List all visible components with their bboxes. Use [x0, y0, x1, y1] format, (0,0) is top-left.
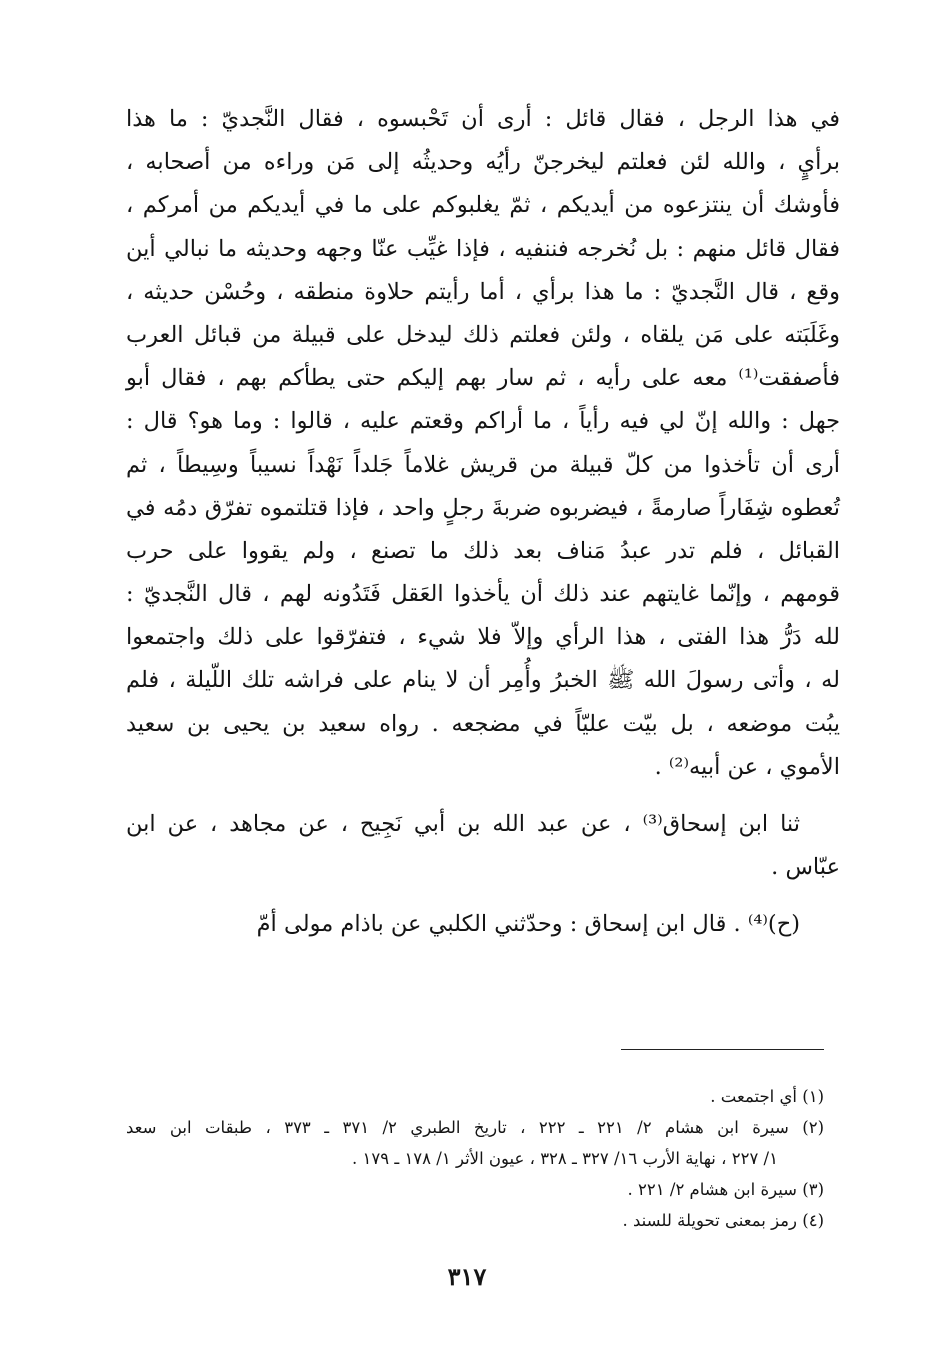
text-line: برأيٍ ، والله لئن فعلتم ليخرجنّ رأيُه وحديثُه إلى مَن وراءه من أصحابه ،: [126, 149, 840, 176]
footnotes: [126, 1049, 840, 1236]
isnad-line: عبّاس .: [771, 854, 840, 881]
text-line: يبُت موضعه ، بل بيّت عليّاً في مضجعه . رواه سعيد بن يحيى بن سعيد: [126, 710, 840, 737]
text-line: جهل : والله إنّ لي فيه رأياً ، ما أراكم وقعتم عليه ، قالوا : وما هو؟ قال :: [126, 408, 840, 435]
text-line: فأوشك أن ينتزعوه من أيديكم ، ثمّ يغلبوكم على ما في أيديكم من أمركم ،: [126, 192, 840, 219]
footnote-separator: [621, 1049, 824, 1050]
text-line: في هذا الرجل ، فقال قائل : أرى أن تَحْبسوه ، فقال النَّجديّ : ما هذا: [126, 106, 840, 132]
footnote: (١) أي اجتمعت .: [710, 1087, 824, 1106]
text-line: لله دَرُّ هذا الفتى ، هذا الرأي وإلاّ فلا شيء ، فتفرّقوا على ذلك واجتمعوا: [126, 624, 840, 651]
text-line: فأصفقت⁽¹⁾ معه على رأيه ، ثم سار بهم إليكم حتى يطأكم بهم ، فقال أبو: [126, 365, 840, 392]
page-number: ٣١٧: [447, 1262, 487, 1291]
text-line: وغَلَبَته على مَن يلقاه ، ولئن فعلتم ذلك ليدخل على قبيلة من قبائل العرب: [126, 321, 840, 348]
ha-line: (ح)⁽⁴⁾ . قال ابن إسحاق : وحدّثني الكلبي عن باذام مولى أمّ: [256, 911, 800, 938]
text-line: تُعطوه شِفَاراً صارمةً ، فيضربوه ضربةَ رجلٍ واحد ، فإذا قتلتموه تفرّق دمُه في: [126, 494, 840, 521]
text-line: وقع ، قال النَّجديّ : ما هذا برأي ، أما رأيتم حلاوة منطقه ، وحُسْن حديثه ،: [126, 278, 840, 305]
footnote: (٣) سيرة ابن هشام ٢/ ٢٢١ .: [627, 1180, 824, 1199]
text-line: فقال قائل منهم : بل نُخرجه فننفيه ، فإذا غيِّب عنّا وجهه وحديثه ما نبالي أين: [126, 235, 840, 262]
paragraph-gap: [126, 889, 840, 903]
text-line: القبائل ، فلم تدر عبدُ مَناف بعد ذلك ما تصنع ، ولم يقووا على حرب: [126, 537, 840, 564]
footnote: (٢) سيرة ابن هشام ٢/ ٢٢١ ـ ٢٢٢ ، تاريخ الطبري ٢/ ٣٧١ ـ ٣٧٣ ، طبقات ابن سعد: [126, 1118, 824, 1137]
isnad-line: ثنا ابن إسحاق⁽³⁾ ، عن عبد الله بن أبي نَجِيح ، عن مجاهد ، عن ابن: [126, 811, 800, 837]
text-line: له ، وأتى رسولَ الله ﷺ الخبرُ وأُمِر أن لا ينام على فراشه تلك اللّيلة ، فلم: [126, 667, 840, 694]
text-line: أرى أن تأخذوا من كلّ قبيلة من قريش غلاماً جَلداً نَهْداً نسيباً وسِيطاً ، ثم: [126, 451, 840, 478]
footnote-continuation: ١/ ٢٢٧ ، نهاية الأرب ١٦/ ٣٢٧ ـ ٣٢٨ ، عيون الأثر ١/ ١٧٨ ـ ١٧٩ .: [352, 1149, 778, 1168]
paragraph-gap: [126, 789, 840, 803]
text-line: قومهم ، وإنّما غايتهم عند ذلك أن يأخذوا العَقل فَتَدُونه لهم ، قال النَّجديّ :: [126, 581, 840, 608]
text-line: الأموي ، عن أبيه⁽²⁾ .: [654, 753, 840, 780]
footnote: (٤) رمز بمعنى تحويلة للسند .: [622, 1211, 824, 1230]
main-text: [126, 98, 840, 947]
